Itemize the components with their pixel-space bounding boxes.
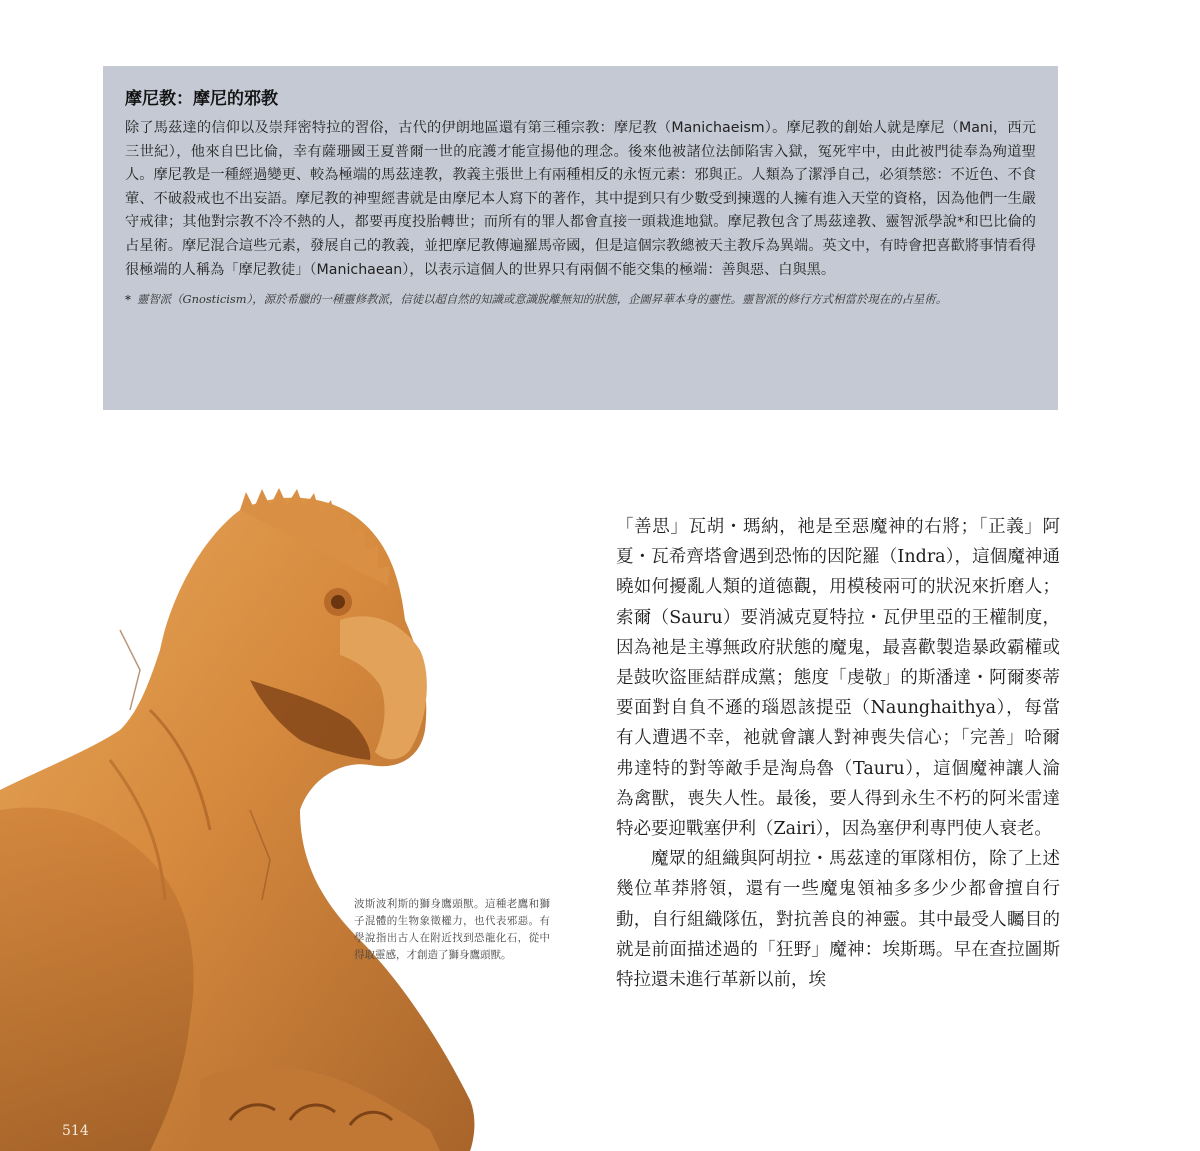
main-paragraph-2: 魔眾的組織與阿胡拉・馬茲達的軍隊相仿，除了上述幾位革莽將領，還有一些魔鬼領袖多多少少都會擅自行動，自行組織隊伍，對抗善良的神靈。其中最受人矚目的就是前面描述過的「狂野」魔神：埃斯瑪。早在查拉圖斯特拉還未進行革新以前，埃 bbox=[616, 849, 1060, 991]
main-paragraph-1: 「善思」瓦胡・瑪納，祂是至惡魔神的右將；「正義」阿夏・瓦希齊塔會遇到恐怖的因陀羅（Indra），這個魔神通曉如何擾亂人類的道德觀，用模稜兩可的狀況來折磨人；索爾（Sauru）要消滅克夏特拉・瓦伊里亞的王權制度，因為祂是主導無政府狀態的魔鬼，最喜歡製造暴政霸權或是鼓吹盜匪結群成黨；態度「虔敬」的斯潘達・阿爾麥蒂要面對自負不遜的瑙恩該提亞（Naunghaithya），每當有人遭遇不幸，祂就會讓人對神喪失信心；「完善」哈爾弗達特的對等敵手是淘烏魯（Tauru），這個魔神讓人淪為禽獸，喪失人性。最後，要人得到永生不朽的阿米雷達特必要迎戰塞伊利（Zairi），因為塞伊利專門使人衰老。 bbox=[616, 517, 1060, 840]
griffin-statue-photo bbox=[0, 480, 560, 1151]
griffin-statue-illustration bbox=[0, 480, 560, 1151]
footnote-text: 靈智派（Gnosticism），源於希臘的一種靈修教派，信徒以超自然的知識或意識脫離無知的狀態，企圖昇華本身的靈性。靈智派的修行方式相當於現在的占星術。 bbox=[136, 292, 948, 307]
sidebar-body: 除了馬茲達的信仰以及崇拜密特拉的習俗，古代的伊朗地區還有第三種宗教：摩尼教（Manichaeism）。摩尼教的創始人就是摩尼（Mani，西元三世紀），他來自巴比倫，幸有薩珊國王夏普爾一世的庇護才能宣揚他的理念。後來他被諸位法師陷害入獄，冤死牢中，由此被門徒奉為殉道聖人。摩尼教是一種經過變更、較為極端的馬茲達教，教義主張世上有兩種相反的永恆元素：邪與正。人類為了潔淨自己，必須禁慾：不近色、不食葷、不破殺戒也不出妄語。摩尼教的神聖經書就是由摩尼本人寫下的著作，其中提到只有少數受到揀選的人擁有進入天堂的資格，因為他們一生嚴守戒律；其他對宗教不冷不熱的人，都要再度投胎轉世；而所有的罪人都會直接一頭栽進地獄。摩尼教包含了馬茲達教、靈智派學說*和巴比倫的占星術。摩尼混合這些元素，發展自己的教義，並把摩尼教傳遍羅馬帝國，但是這個宗教總被天主教斥為異端。英文中，有時會把喜歡將事情看得很極端的人稱為「摩尼教徒」（Manichaean），以表示這個人的世界只有兩個不能交集的極端：善與惡、白與黑。 bbox=[125, 120, 1036, 278]
page-number: 514 bbox=[62, 1123, 89, 1139]
photo-caption: 波斯波利斯的獅身鷹頭獸。這種老鷹和獅子混體的生物象徵權力，也代表邪惡。有學說指出古人在附近找到恐龍化石，從中得取靈感，才創造了獅身鷹頭獸。 bbox=[354, 898, 550, 961]
sidebar-box bbox=[103, 66, 1058, 410]
sidebar-title: 摩尼教：摩尼的邪教 bbox=[125, 89, 278, 109]
sidebar-footnote bbox=[125, 290, 1036, 308]
main-body-text bbox=[616, 512, 1060, 995]
footnote-mark: * bbox=[125, 292, 131, 307]
